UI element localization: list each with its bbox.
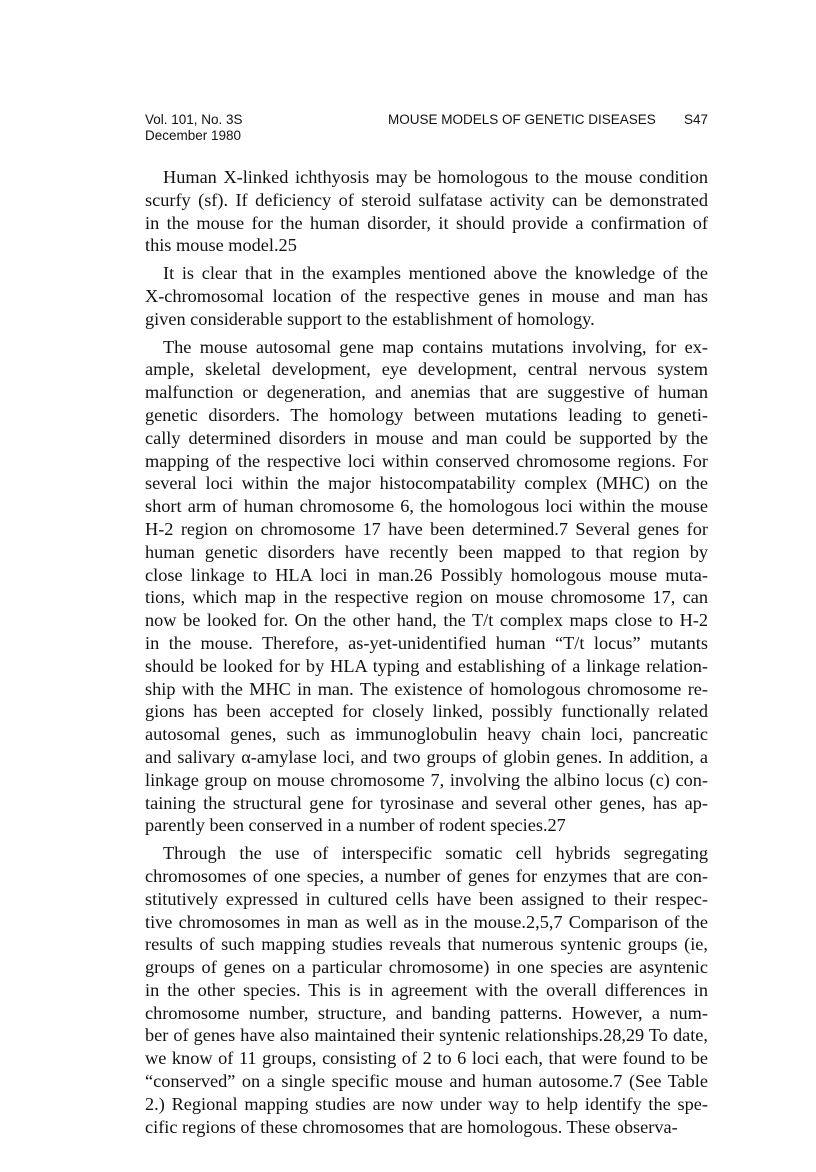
- text-line: stitutively expressed in cultured cells have been assigned to their respec-: [145, 888, 708, 909]
- text-line: “conserved” on a single specific mouse and human autosome.7 (See Table: [145, 1071, 708, 1092]
- text-line: scurfy (sf). If deficiency of steroid sulfatase activity can be demonstrated: [145, 189, 708, 210]
- text-line: Through the use of interspecific somatic cell hybrids segregating: [163, 843, 708, 864]
- text-line: in the mouse. Therefore, as-yet-unidentified human “T/t locus” mutants: [145, 632, 708, 653]
- text-line: cific regions of these chromosomes that are homologous. These observa-: [145, 1116, 678, 1137]
- text-line: given considerable support to the establishment of homology.: [145, 308, 595, 329]
- paragraph: [145, 262, 708, 330]
- journal-volume: Vol. 101, No. 3S: [145, 112, 243, 127]
- text-line: mapping of the respective loci within conserved chromosome regions. For: [145, 450, 708, 471]
- text-line: and salivary α-amylase loci, and two groups of globin genes. In addition, a: [145, 746, 708, 767]
- text-line: 2.) Regional mapping studies are now under way to help identify the spe-: [145, 1093, 708, 1114]
- text-line: taining the structural gene for tyrosinase and several other genes, has ap-: [145, 792, 708, 813]
- running-title: MOUSE MODELS OF GENETIC DISEASES: [388, 112, 656, 127]
- text-line: cally determined disorders in mouse and man could be supported by the: [145, 427, 708, 448]
- text-line: parently been conserved in a number of rodent species.27: [145, 815, 566, 836]
- text-line: ship with the MHC in man. The existence of homologous chromosome re-: [145, 678, 708, 699]
- text-line: in the other species. This is in agreement with the overall differences in: [145, 979, 708, 1000]
- journal-date: December 1980: [145, 128, 242, 143]
- paragraph: [145, 166, 708, 257]
- page-number: S47: [683, 112, 708, 127]
- text-line: several loci within the major histocompatability complex (MHC) on the: [145, 473, 708, 494]
- text-line: malfunction or degeneration, and anemias that are suggestive of human: [145, 382, 708, 403]
- text-line: genetic disorders. The homology between mutations leading to geneti-: [145, 404, 708, 425]
- text-line: linkage group on mouse chromosome 7, involving the albino locus (c) con-: [145, 769, 708, 790]
- paragraph: [145, 842, 708, 1138]
- text-line: X-chromosomal location of the respective genes in mouse and man has: [145, 285, 708, 306]
- text-line: human genetic disorders have recently been mapped to that region by: [145, 541, 708, 562]
- text-line: It is clear that in the examples mentioned above the knowledge of the: [163, 263, 708, 284]
- text-line: chromosome number, structure, and banding patterns. However, a num-: [145, 1002, 708, 1023]
- text-line: short arm of human chromosome 6, the homologous loci within the mouse: [145, 496, 708, 517]
- text-line: ample, skeletal development, eye development, central nervous system: [145, 359, 708, 380]
- text-line: H-2 region on chromosome 17 have been determined.7 Several genes for: [145, 518, 708, 539]
- journal-issue-info: [145, 112, 243, 144]
- text-line: autosomal genes, such as immunoglobulin heavy chain loci, pancreatic: [145, 724, 708, 745]
- running-header: [145, 112, 708, 148]
- text-line: we know of 11 groups, consisting of 2 to 6 loci each, that were found to be: [145, 1048, 708, 1069]
- text-line: The mouse autosomal gene map contains mutations involving, for ex-: [163, 336, 708, 357]
- text-line: results of such mapping studies reveals that numerous syntenic groups (ie,: [145, 934, 708, 955]
- text-line: groups of genes on a particular chromosome) in one species are asyntenic: [145, 957, 708, 978]
- text-line: close linkage to HLA loci in man.26 Possibly homologous mouse muta-: [145, 564, 708, 585]
- text-line: tive chromosomes in man as well as in the mouse.2,5,7 Comparison of the: [145, 911, 708, 932]
- text-line: tions, which map in the respective region on mouse chromosome 17, can: [145, 587, 708, 608]
- text-line: should be looked for by HLA typing and establishing of a linkage relation-: [145, 655, 708, 676]
- paragraph: [145, 336, 708, 838]
- text-line: now be looked for. On the other hand, the T/t complex maps close to H-2: [145, 610, 708, 631]
- text-line: gions has been accepted for closely linked, possibly functionally related: [145, 701, 708, 722]
- text-line: in the mouse for the human disorder, it should provide a confirmation of: [145, 212, 708, 233]
- text-line: Human X-linked ichthyosis may be homologous to the mouse condition: [163, 167, 708, 187]
- article-body: [145, 166, 708, 1143]
- journal-page: [145, 112, 708, 1137]
- text-line: ber of genes have also maintained their syntenic relationships.28,29 To date,: [145, 1025, 708, 1046]
- text-line: chromosomes of one species, a number of genes for enzymes that are con-: [145, 865, 708, 886]
- text-line: this mouse model.25: [145, 235, 297, 256]
